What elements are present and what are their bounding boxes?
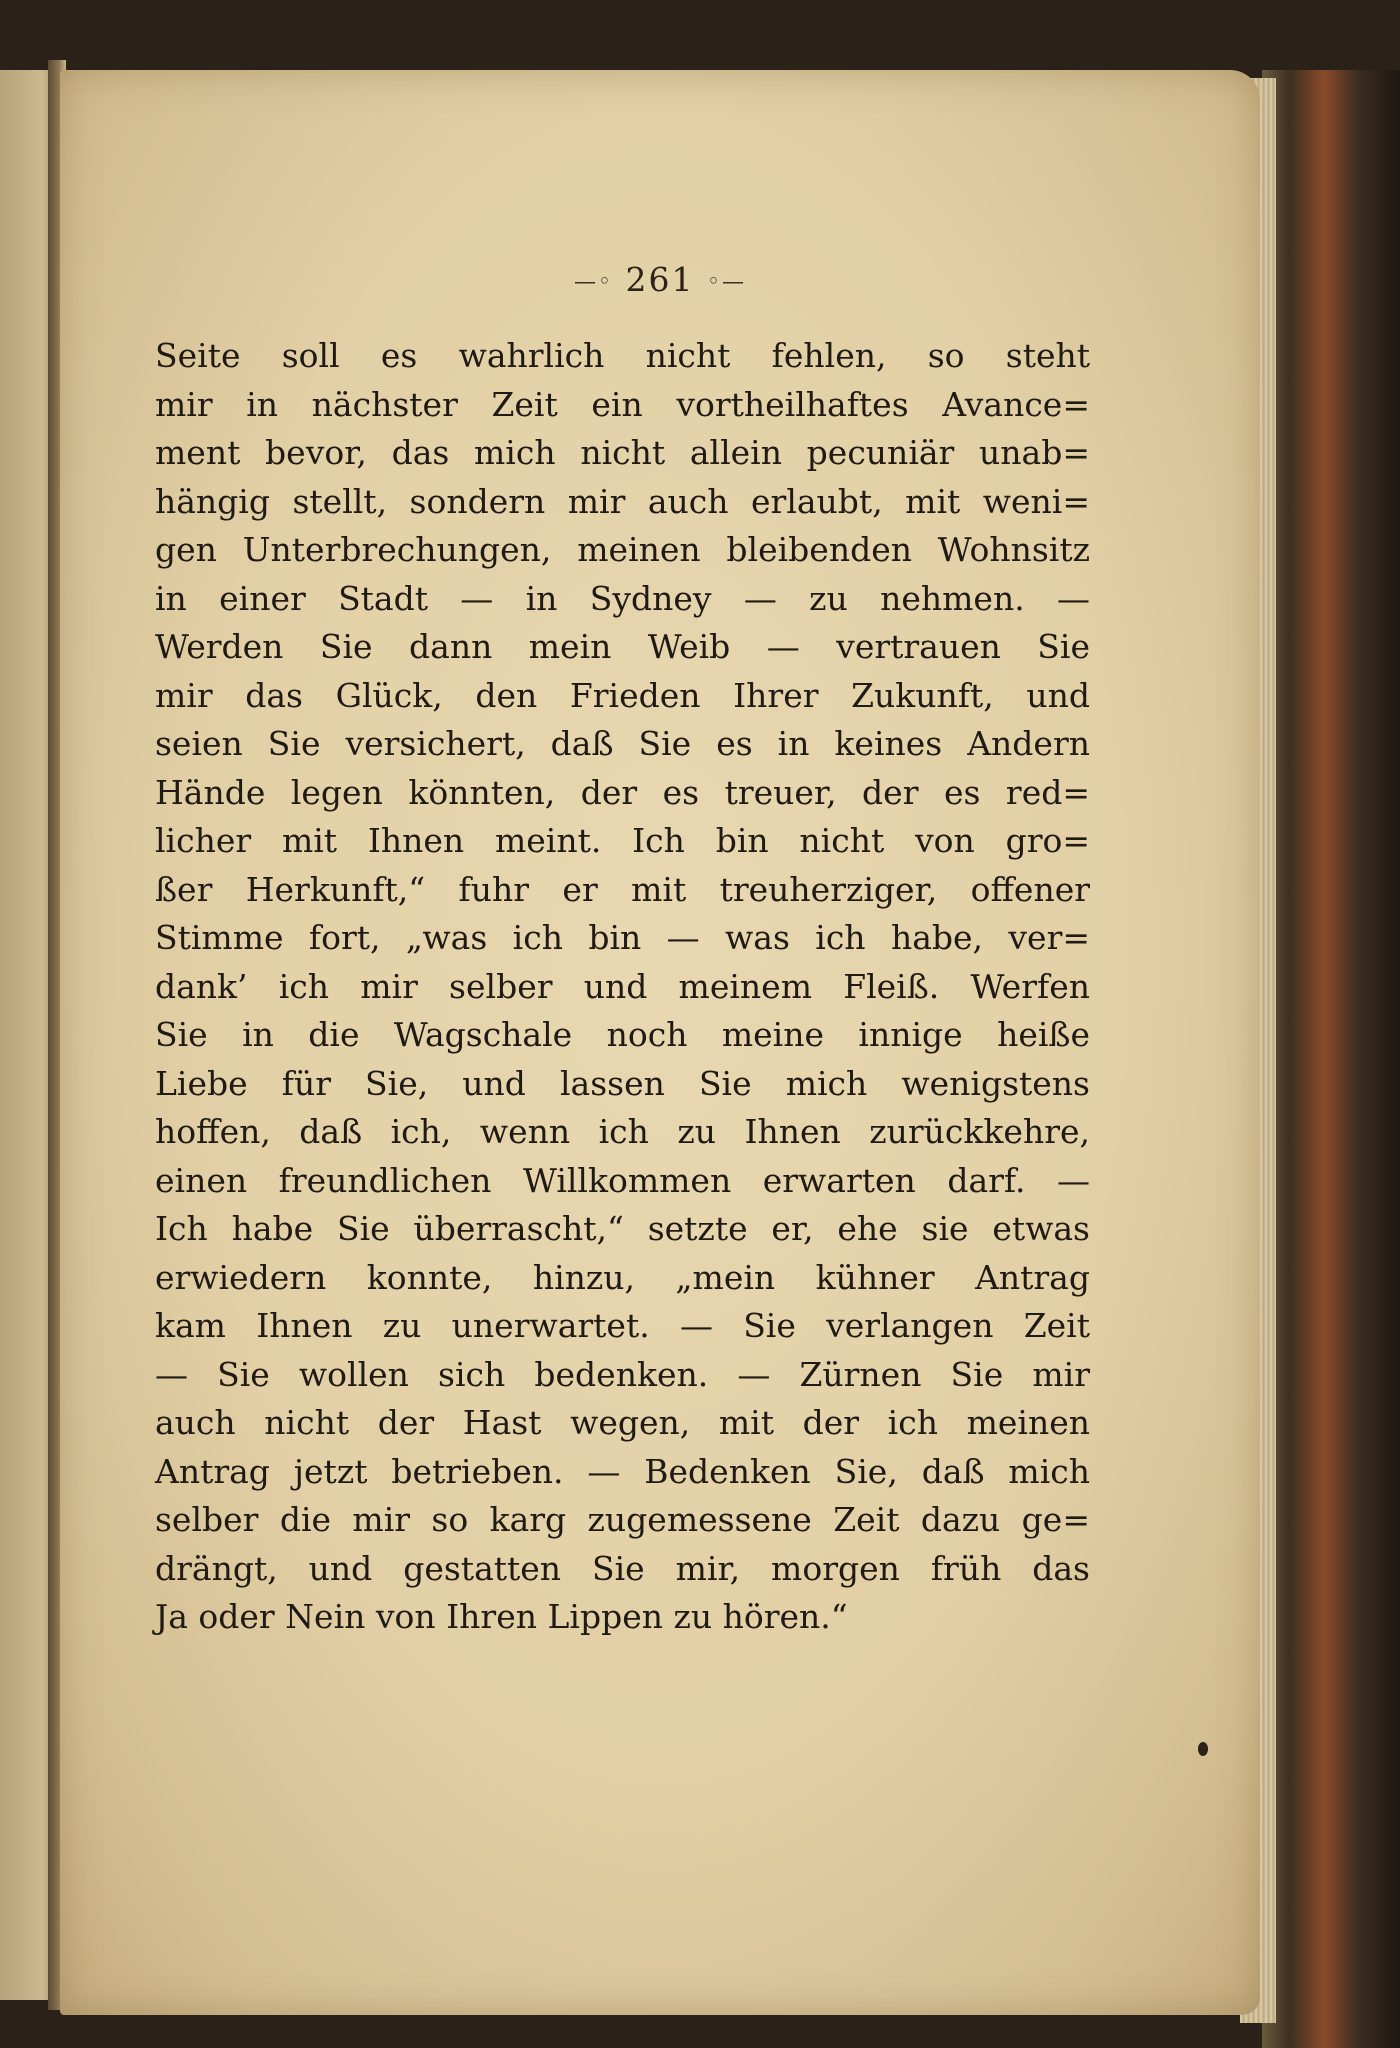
text-line: licher mit Ihnen meint. Ich bin nicht von gro= — [155, 821, 1090, 860]
text-line: hoffen, daß ich, wenn ich zu Ihnen zurückkehre, — [155, 1112, 1090, 1151]
body-text — [155, 332, 1090, 1642]
text-line: Ich habe Sie überrascht,“ setzte er, ehe sie etwas — [155, 1209, 1090, 1248]
text-line: dank’ ich mir selber und meinem Fleiß. Werfen — [155, 966, 1090, 1006]
text-line: auch nicht der Hast wegen, mit der ich meinen — [155, 1403, 1090, 1442]
text-line: mir das Glück, den Frieden Ihrer Zukunft, und — [155, 675, 1090, 715]
page-number: 261 — [625, 260, 695, 299]
text-line: mir in nächster Zeit ein vortheilhaftes Avance= — [155, 384, 1090, 424]
header-ornament-left: —◦ — [574, 269, 613, 295]
text-line: gen Unterbrechungen, meinen bleibenden Wohnsitz — [155, 530, 1090, 569]
text-line: erwiedern konnte, hinzu, „mein kühner Antrag — [155, 1257, 1090, 1297]
text-line: seien Sie versichert, daß Sie es in keines Andern — [155, 724, 1090, 763]
text-line: kam Ihnen zu unerwartet. — Sie verlangen Zeit — [155, 1306, 1090, 1345]
page-header — [60, 260, 1260, 299]
text-line: ment bevor, das mich nicht allein pecuniär unab= — [155, 433, 1090, 472]
text-line: Hände legen könnten, der es treuer, der es red= — [155, 772, 1090, 812]
text-line: einen freundlichen Willkommen erwarten darf. — — [155, 1160, 1090, 1200]
text-line: Antrag jetzt betrieben. — Bedenken Sie, daß mich — [155, 1451, 1090, 1491]
book-page — [60, 70, 1260, 2015]
text-line: selber die mir so karg zugemessene Zeit dazu ge= — [155, 1500, 1090, 1539]
text-line: hängig stellt, sondern mir auch erlaubt, mit weni= — [155, 481, 1090, 521]
text-line: Sie in die Wagschale noch meine innige heiße — [155, 1015, 1090, 1054]
text-line: drängt, und gestatten Sie mir, morgen früh das — [155, 1548, 1090, 1588]
book-cover-edge — [1262, 70, 1400, 2048]
header-ornament-right: ◦— — [707, 269, 746, 295]
text-line: Werden Sie dann mein Weib — vertrauen Sie — [155, 627, 1090, 666]
text-line: Liebe für Sie, und lassen Sie mich wenigstens — [155, 1063, 1090, 1103]
ink-spot — [1198, 1742, 1208, 1756]
text-line: — Sie wollen sich bedenken. — Zürnen Sie mir — [155, 1354, 1090, 1394]
text-line: in einer Stadt — in Sydney — zu nehmen. — — [155, 578, 1090, 618]
text-line: ßer Herkunft,“ fuhr er mit treuherziger, offener — [155, 869, 1090, 909]
text-line: Ja oder Nein von Ihren Lippen zu hören.“ — [155, 1597, 848, 1636]
text-line: Seite soll es wahrlich nicht fehlen, so steht — [155, 336, 1090, 375]
text-line: Stimme fort, „was ich bin — was ich habe, ver= — [155, 918, 1090, 957]
